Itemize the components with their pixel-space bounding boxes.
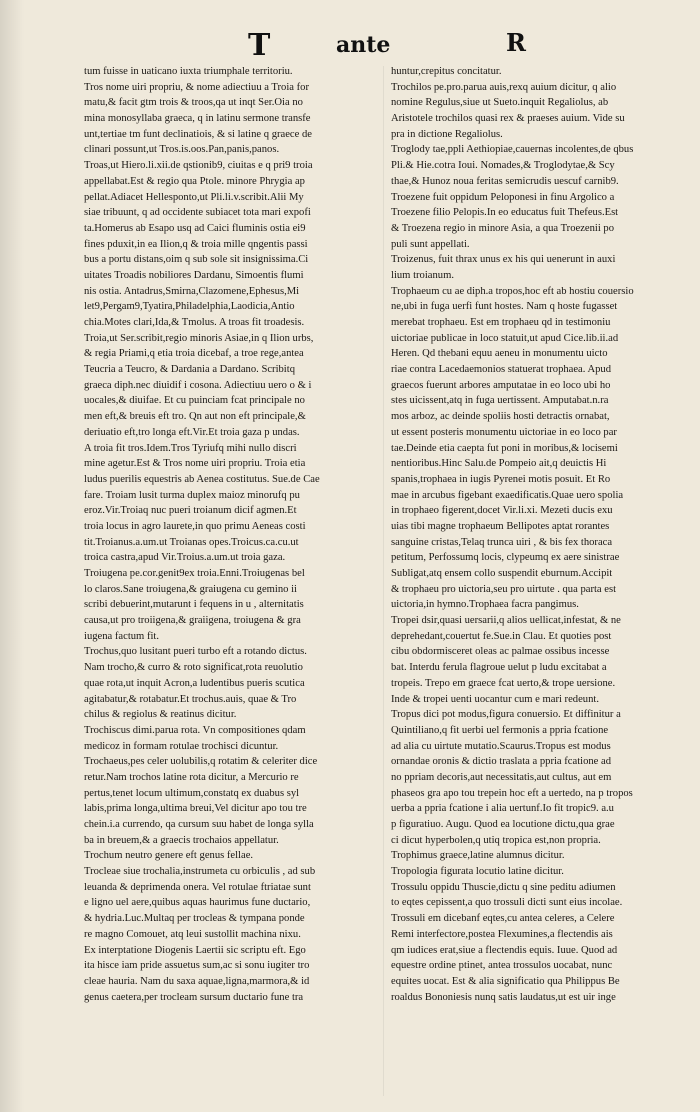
text-line: nomine Regulus,siue ut Sueto.inquit Regaliolus, ab bbox=[391, 97, 609, 109]
text-line: Troezene filio Pelopis.In eo educatus fuit Thefeus.Est bbox=[391, 207, 619, 219]
text-line: ludus puerilis equestris ab Aenea costitutus. Sue.de Cae bbox=[84, 473, 320, 485]
text-line: Troia,ut Ser.scribit,regio minoris Asiae,in q Ilion urbs, bbox=[84, 332, 314, 344]
text-line: Tros nome uiri propriu, & nome adiectiuu a Troia for bbox=[84, 81, 309, 93]
text-line: pra in dictione Regaliolus. bbox=[391, 128, 503, 140]
text-line: equestre ordine ptinet, antea trossulos uocabat, nunc bbox=[391, 960, 613, 972]
text-line: fare. Troiam lusit turma duplex maioz minorufq pu bbox=[84, 489, 300, 501]
text-line: graeca diph.nec diuidif i cosona. Adiectiuu uero o & i bbox=[84, 379, 312, 391]
text-line: merebat trophaeu. Est em trophaeu qd in testimoniu bbox=[391, 317, 611, 328]
text-line: qm iudices erat,siue a flectendis equis. Iuue. Quod ad bbox=[391, 944, 618, 956]
text-line: Teucria a Teucro, & Dardania a Dardano. Scribitq bbox=[84, 364, 295, 376]
text-line: tropeis. Trepo em graece fcat uerto,& trope uersione. bbox=[391, 677, 616, 689]
text-line: mine agetur.Est & Tros nome uiri propriu. Troia etia bbox=[84, 458, 306, 470]
text-line: Trophaeum cu ae diph.a tropos,hoc eft ab hostiu couersio bbox=[391, 285, 634, 297]
text-line: ita hisce iam pride assuetus sum,ac si sonu iugiter tro bbox=[84, 960, 310, 972]
text-line: tit.Troianus.a.um.ut Troianas opes.Troicus.ca.cu.ut bbox=[84, 536, 299, 548]
text-line: uias tibi magne trophaeum Bellipotes aptat rorantes bbox=[391, 520, 610, 532]
text-line: iugena factum fit. bbox=[84, 630, 160, 642]
text-line: lo claros.Sane troiugena,& graiugena cu gemino ii bbox=[84, 583, 297, 595]
text-line: troica castra,apud Vir.Troius.a.um.ut troia gaza. bbox=[84, 552, 286, 564]
text-line: troia locus in agro laurete,in quo primu Aeneas costi bbox=[84, 520, 306, 532]
text-line: Trochus,quo lusitant pueri turbo eft a rotando dictus. bbox=[84, 646, 307, 658]
text-line: in trophaeo figerent,docet Vir.li.xi. Mezeti ducis exu bbox=[391, 505, 613, 517]
text-line: Troas,ut Hiero.li.xii.de qstionib9, ciuitas e q pri9 troia bbox=[84, 160, 313, 172]
text-line: uocales,& diuifae. Et cu puinciam fcat principale no bbox=[84, 395, 305, 407]
text-line: uerba a ppria fcatione i alia uertunf.Io fit tropic9. a.u bbox=[391, 803, 614, 815]
column-gutter bbox=[383, 66, 384, 1096]
text-line: phaseos gra apo tou trepein hoc eft a uertedo, na p tropos bbox=[391, 787, 633, 799]
text-line: no ppriam decoris,aut necessitatis,aut cultus, aut em bbox=[391, 771, 612, 783]
text-line: bat. Interdu ferula flagroue uelut p ludu excitabat a bbox=[391, 662, 607, 674]
running-header bbox=[0, 28, 700, 68]
text-line: men eft,& breuis eft tro. Qn aut non eft principale,& bbox=[84, 411, 306, 423]
text-line: Trossuli em dicebanf eqtes,cu antea celeres, a Celere bbox=[391, 913, 615, 925]
text-line: deprehedant,couertut fe.Sue.in Clau. Et quoties post bbox=[391, 630, 612, 642]
text-line: tum fuisse in uaticano iuxta triumphale territoriu. bbox=[84, 66, 293, 77]
text-line: spanis,trophaea in iugis Pyrenei motis posuit. Et Ro bbox=[391, 473, 611, 485]
text-line: fines pduxit,in ea Ilion,q & troia mille qngentis passi bbox=[84, 238, 308, 250]
text-line: lium troianum. bbox=[391, 269, 454, 281]
text-line: agitabatur,& rotabatur.Et trochus.auis, quae & Tro bbox=[84, 693, 297, 705]
text-line: & hydria.Luc.Multaq per trocleas & tympana ponde bbox=[84, 913, 305, 925]
header-letter-left: T bbox=[248, 28, 271, 63]
text-line: Trochiscus dimi.parua rota. Vn compositiones qdam bbox=[84, 724, 306, 736]
text-line: ci dicut hyperbolen,q utiq tropica est,non propria. bbox=[391, 834, 601, 846]
text-line: & regia Priami,q etia troia dicebaf, a troe rege,antea bbox=[84, 348, 304, 360]
text-line: Troezene fuit oppidum Peloponesi in finu Argolico a bbox=[391, 191, 615, 203]
text-line: mae in arcubus figebant exaedificatis.Quae uero spolia bbox=[391, 489, 624, 501]
text-line: Tropei dsir,quasi uersarii,q alios uellicat,infestat, & ne bbox=[391, 615, 621, 627]
text-line: re magno Comouet, atq leui sustollit machina nixu. bbox=[84, 928, 301, 940]
text-line: sanguine cristas,Telaq trunca uiri , & bis fex thoraca bbox=[391, 536, 613, 548]
text-line: Tropus dici pot modus,figura conuersio. Et diffinitur a bbox=[391, 709, 621, 721]
text-line: roaldus Bononiesis nunq satis laudatus,ut est uir inge bbox=[391, 991, 616, 1003]
right-text-column bbox=[391, 64, 687, 1005]
text-line: cleae hauria. Nam du saxa aquae,ligna,marmora,& id bbox=[84, 975, 310, 987]
text-line: uitates Troadis nobiliores Dardanu, Simoentis flumi bbox=[84, 269, 304, 281]
text-line: chilus & regiolus & reatinus dicitur. bbox=[84, 709, 237, 721]
header-letter-right: R bbox=[506, 28, 526, 57]
text-line: Nam trocho,& curro & roto significat,rota reuolutio bbox=[84, 662, 303, 674]
text-line: stes uicissent,atq in fuga uertissent. Amputabat.n.ra bbox=[391, 395, 609, 407]
text-line: nis ostia. Antadrus,Smirna,Clazomene,Ephesus,Mi bbox=[84, 285, 300, 297]
text-line: labis,prima longa,ultima breui,Vel dicitur apo tou tre bbox=[84, 803, 307, 815]
text-line: Inde & tropei uenti uocantur cum e mari redeunt. bbox=[391, 693, 599, 705]
text-line: ba in breuem,& a graecis trochaios appellatur. bbox=[84, 834, 279, 846]
text-line: chein.i.a currendo, qa cursum suu habet de longa sylla bbox=[84, 819, 314, 830]
text-line: Aristotele trochilos quasi rex & praeses auium. Vide su bbox=[391, 113, 625, 125]
text-line: causa,ut pro troiigena,& graiigena, troiugena & gra bbox=[84, 615, 301, 627]
text-line: e ligno uel aere,quibus aquas haurimus fune ductario, bbox=[84, 897, 311, 909]
text-line: leuanda & deprimenda onera. Vel rotulae ftriatae sunt bbox=[84, 881, 311, 893]
text-line: mina monosyllaba graeca, q in latinu sermone transfe bbox=[84, 113, 311, 125]
text-line: scribi debuerint,mutarunt i fequens in u , alternitatis bbox=[84, 599, 304, 611]
text-line: huntur,crepitus concitatur. bbox=[391, 66, 502, 77]
text-line: Trocleae siue trochalia,instrumeta cu orbiculis , ad sub bbox=[84, 866, 316, 878]
text-line: Quintiliano,q fit uerbi uel fermonis a ppria fcatione bbox=[391, 724, 609, 736]
text-line: chia.Motes clari,Ida,& Tmolus. A troas fit troadesis. bbox=[84, 317, 305, 328]
text-line: medicoz in formam rotulae trochisci dicuntur. bbox=[84, 740, 279, 752]
text-line: tae.Deinde etia caepta fut poni in moribus,& locisemi bbox=[391, 442, 618, 454]
text-line: A troia fit tros.Idem.Tros Tyriufq mihi nullo discri bbox=[84, 442, 297, 454]
text-line: retur.Nam trochos latine rota dicitur, a Mercurio re bbox=[84, 771, 299, 783]
text-line: genus caetera,per trocleam sursum ductario fune tra bbox=[84, 991, 304, 1003]
left-text-column bbox=[84, 64, 379, 1005]
text-line: bus a portu distans,oim q sub sole sit insignissima.Ci bbox=[84, 254, 309, 266]
text-line: Troizenus, fuit thrax unus ex his qui uenerunt in auxi bbox=[391, 254, 616, 266]
text-line: appellabat.Est & regio qua Ptole. minore Phrygia ap bbox=[84, 175, 305, 187]
text-line: Pli.& Hie.cotra Ioui. Nomades,& Troglodytae,& Scy bbox=[391, 160, 615, 172]
text-line: Trossulu oppidu Thuscie,dictu q sine peditu adiumen bbox=[391, 881, 616, 893]
text-line: uictoriae publicae in loco statuit,ut apud Cice.lib.ii.ad bbox=[391, 332, 619, 344]
text-line: Ex interptatione Diogenis Laertii sic scriptu eft. Ego bbox=[84, 944, 306, 956]
text-line: & trophaeu pro uictoria,seu pro uirtute . qua parta est bbox=[391, 583, 617, 595]
text-line: uictoria,in hymno.Trophaea facra pangimus. bbox=[391, 599, 579, 611]
text-line: deriuatio eft,tro longa eft.Vir.Et troia gaza p undas. bbox=[84, 426, 300, 438]
text-line: riae contra Lacedaemonios statuerat trophaea. Apud bbox=[391, 364, 612, 376]
text-line: Troglody tae,ppli Aethiopiae,cauernas incolentes,de qbus bbox=[391, 144, 634, 156]
text-line: thae,& Hunoz noua feritas semicrudis uescuf carnib9. bbox=[391, 175, 619, 187]
text-line: mos arboz, ac deinde spoliis hosti detractis ornabat, bbox=[391, 411, 610, 423]
text-line: Trochum neutro genere eft genus fellae. bbox=[84, 850, 254, 862]
text-line: Remi interfectore,postea Flexumines,a flectendis ais bbox=[391, 928, 613, 940]
header-word: ante bbox=[336, 32, 391, 58]
text-line: let9,Pergam9,Tyatira,Philadelphia,Laodicia,Antio bbox=[84, 301, 295, 313]
text-line: ut essent posteris monumentu uictoriae in eo loco par bbox=[391, 426, 617, 438]
text-line: Subligat,atq ensem collo suspendit eburnum.Accipit bbox=[391, 568, 613, 579]
text-line: ad alia cu uirtute mutatio.Scaurus.Tropus est modus bbox=[391, 740, 611, 752]
text-line: p figuratiuo. Augu. Quod ea locutione dictu,qua grae bbox=[391, 819, 615, 830]
text-line: nentioribus.Hinc Salu.de Pompeio ait,q deuictis Hi bbox=[391, 458, 607, 470]
text-line: petitum, Perfossumq locis, clypeumq ex aere sinistrae bbox=[391, 552, 620, 564]
page-edge-shadow bbox=[0, 0, 24, 1112]
text-line: ornandae oronis & dictio traslata a ppria fcatione ad bbox=[391, 756, 612, 768]
text-line: pellat.Adiacet Hellesponto,ut Pli.li.v.scribit.Alii My bbox=[84, 191, 304, 203]
text-line: to eqtes cepissent,a quo trossuli dicti sunt eius incolae. bbox=[391, 897, 623, 909]
text-line: unt,tertiae tm funt declinatiois, & si latine q graece de bbox=[84, 128, 312, 140]
text-line: puli sunt appellati. bbox=[391, 238, 470, 250]
text-line: Troiugena pe.cor.genit9ex troia.Enni.Troiugenas bel bbox=[84, 568, 305, 579]
text-line: eroz.Vir.Troiaq nuc pueri troianum dicif agmen.Et bbox=[84, 505, 297, 517]
text-line: clinari possunt,ut Tros.is.oos.Pan,panis,panos. bbox=[84, 144, 280, 156]
text-line: siae tribuunt, q ad occidente subiacet tota mari expofi bbox=[84, 207, 311, 219]
text-line: matu,& facit gtm trois & troos,qa ut inqt Ser.Oia no bbox=[84, 97, 303, 109]
text-line: Trochaeus,pes celer uolubilis,q rotatim & celeriter dice bbox=[84, 756, 318, 768]
text-line: Trophimus graece,latine alumnus dicitur. bbox=[391, 850, 565, 862]
text-line: cibu obdormisceret oleas ac palmae ossibus incesse bbox=[391, 646, 610, 658]
text-line: ta.Homerus ab Esapo usq ad Caici fluminis ostia ei9 bbox=[84, 222, 306, 234]
text-line: graecos fuerunt arbores amputatae in eo loco ubi ho bbox=[391, 379, 611, 391]
text-line: & Troezena regio in minore Asia, a qua Troezenii po bbox=[391, 222, 615, 234]
text-line: Tropologia figurata locutio latine dicitur. bbox=[391, 866, 564, 878]
text-line: equites uocat. Est & alia significatio qua Philippus Be bbox=[391, 975, 620, 987]
text-line: Heren. Qd thebani equu aeneu in monumentu uicto bbox=[391, 348, 608, 360]
text-line: quae rota,ut inquit Acron,a ludentibus pueris scutica bbox=[84, 677, 305, 689]
text-line: pertus,tenet locum ultimum,constatq ex duabus syl bbox=[84, 787, 300, 799]
text-line: Trochilos pe.pro.parua auis,rexq auium dicitur, q alio bbox=[391, 81, 617, 93]
text-line: ne,ubi in fuga uerfi funt hostes. Nam q hoste fugasset bbox=[391, 301, 618, 313]
